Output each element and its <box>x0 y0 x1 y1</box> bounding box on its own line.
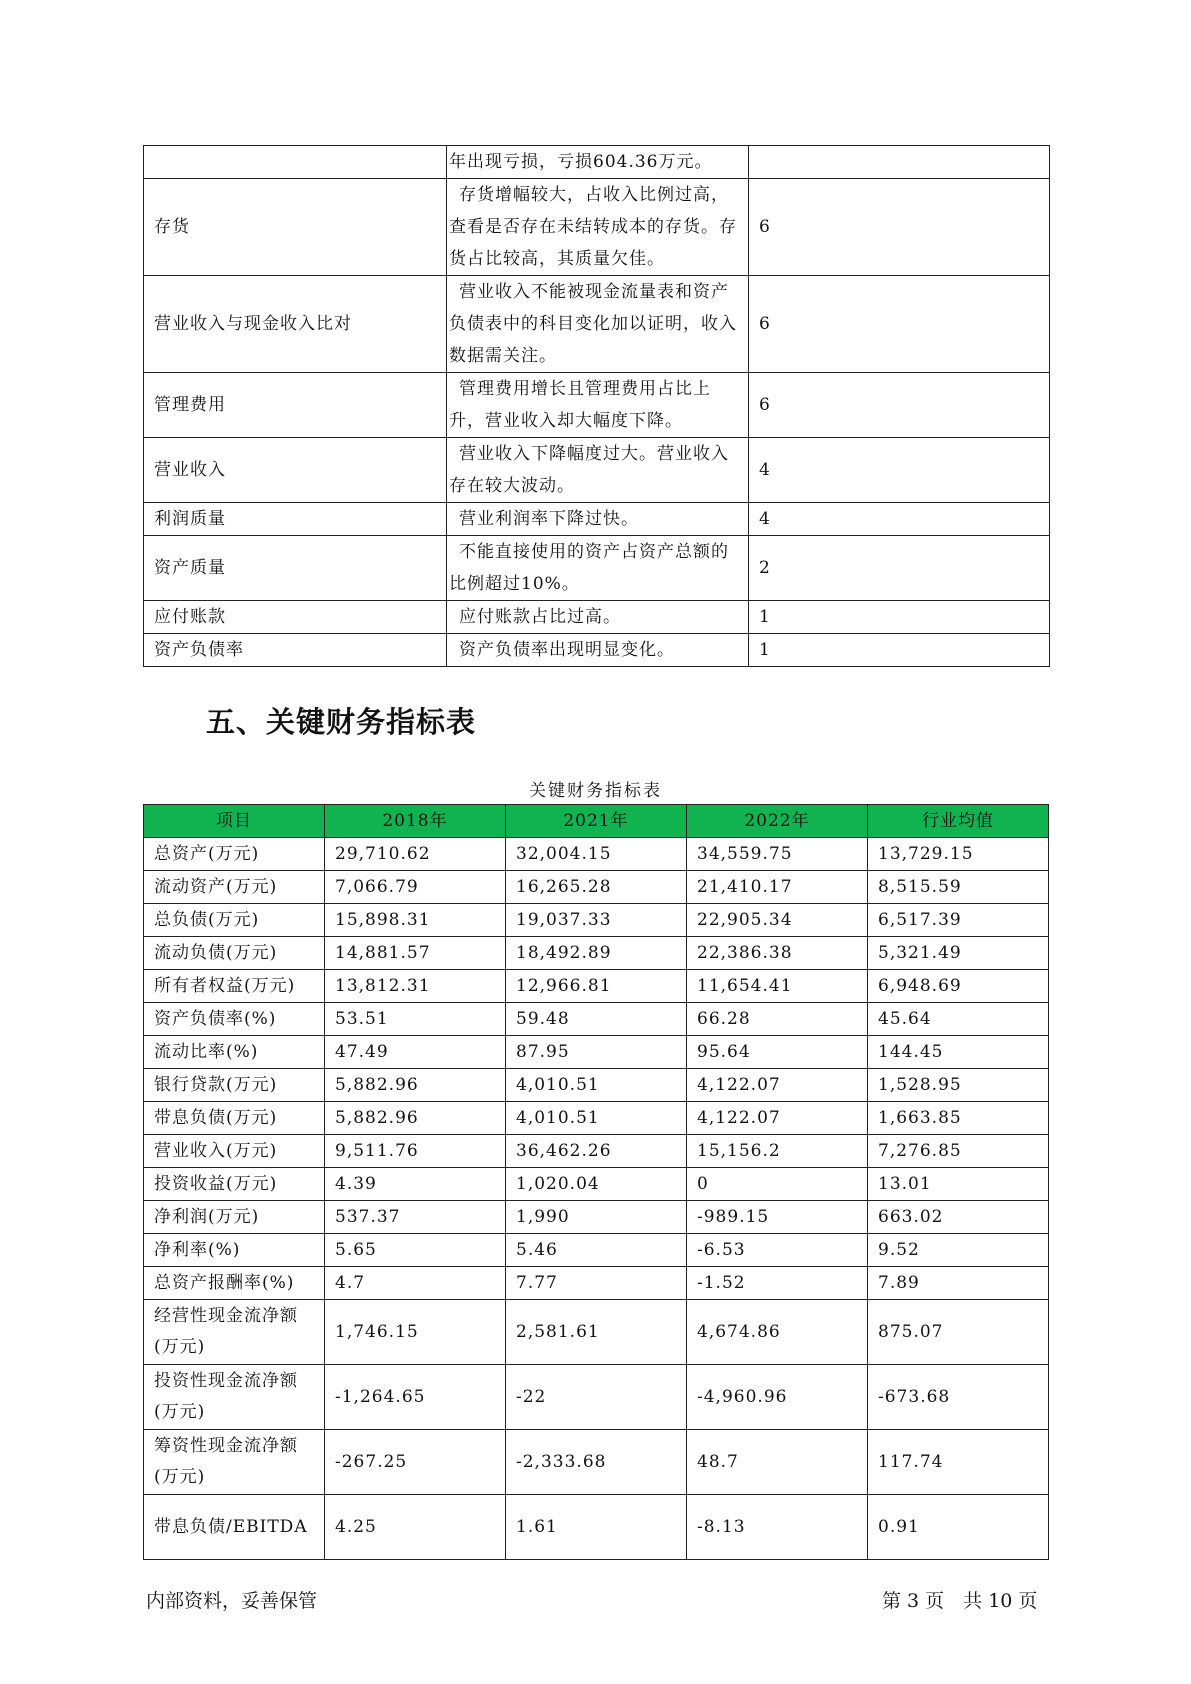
risk-item: 营业收入与现金收入比对 <box>144 276 447 373</box>
indicator-value: 13,812.31 <box>325 970 506 1003</box>
indicator-name: 营业收入(万元) <box>144 1135 325 1168</box>
table-row <box>144 1003 1049 1036</box>
indicator-value: 1,020.04 <box>506 1168 687 1201</box>
indicator-value: 5.46 <box>506 1234 687 1267</box>
risk-description: 营业收入下降幅度过大。营业收入存在较大波动。 <box>447 438 749 503</box>
table-row <box>144 970 1049 1003</box>
indicator-value: 22,386.38 <box>687 937 868 970</box>
indicator-value: 87.95 <box>506 1036 687 1069</box>
table-row <box>144 1234 1049 1267</box>
table-row <box>144 1430 1049 1495</box>
indicator-value: 117.74 <box>868 1430 1049 1495</box>
indicator-value: -673.68 <box>868 1365 1049 1430</box>
indicator-value: 47.49 <box>325 1036 506 1069</box>
indicator-value: 32,004.15 <box>506 838 687 871</box>
indicator-name: 经营性现金流净额(万元) <box>144 1300 325 1365</box>
indicator-value: 13.01 <box>868 1168 1049 1201</box>
table-row <box>144 904 1049 937</box>
risk-score: 4 <box>749 438 1050 503</box>
table-header-row <box>144 805 1049 838</box>
indicator-value: 1,663.85 <box>868 1102 1049 1135</box>
indicator-value: 4,010.51 <box>506 1102 687 1135</box>
indicator-name: 总资产报酬率(%) <box>144 1267 325 1300</box>
indicator-value: 9.52 <box>868 1234 1049 1267</box>
risk-item: 应付账款 <box>144 601 447 634</box>
indicator-value: 6,517.39 <box>868 904 1049 937</box>
header-2021: 2021年 <box>506 805 687 838</box>
risk-score: 1 <box>749 634 1050 667</box>
table-row <box>144 871 1049 904</box>
indicator-name: 投资收益(万元) <box>144 1168 325 1201</box>
indicator-name: 资产负债率(%) <box>144 1003 325 1036</box>
indicator-name: 带息负债(万元) <box>144 1102 325 1135</box>
indicator-value: -2,333.68 <box>506 1430 687 1495</box>
indicator-value: 4,010.51 <box>506 1069 687 1102</box>
indicator-value: 11,654.41 <box>687 970 868 1003</box>
indicator-value: 9,511.76 <box>325 1135 506 1168</box>
indicator-value: 1,746.15 <box>325 1300 506 1365</box>
indicator-value: 7.89 <box>868 1267 1049 1300</box>
header-2022: 2022年 <box>687 805 868 838</box>
indicator-name: 净利润(万元) <box>144 1201 325 1234</box>
indicator-value: -22 <box>506 1365 687 1430</box>
table-row <box>144 1201 1049 1234</box>
indicator-value: 5,882.96 <box>325 1069 506 1102</box>
indicator-value: 13,729.15 <box>868 838 1049 871</box>
indicator-value: 7.77 <box>506 1267 687 1300</box>
indicator-value: 144.45 <box>868 1036 1049 1069</box>
indicator-name: 投资性现金流净额(万元) <box>144 1365 325 1430</box>
indicator-value: 15,156.2 <box>687 1135 868 1168</box>
table-row <box>144 838 1049 871</box>
indicator-value: 5.65 <box>325 1234 506 1267</box>
indicator-value: 6,948.69 <box>868 970 1049 1003</box>
footer-confidential-note: 内部资料，妥善保管 <box>146 1590 318 1612</box>
header-industry-average: 行业均值 <box>868 805 1049 838</box>
risk-item: 资产质量 <box>144 536 447 601</box>
table-row <box>144 373 1050 438</box>
indicator-value: 15,898.31 <box>325 904 506 937</box>
table-row <box>144 276 1050 373</box>
table-row <box>144 1069 1049 1102</box>
table-row <box>144 1102 1049 1135</box>
table-row <box>144 1168 1049 1201</box>
indicator-value: 2,581.61 <box>506 1300 687 1365</box>
indicator-value: 22,905.34 <box>687 904 868 937</box>
indicator-value: 8,515.59 <box>868 871 1049 904</box>
indicator-value: 0 <box>687 1168 868 1201</box>
risk-description: 年出现亏损，亏损604.36万元。 <box>447 146 749 179</box>
risk-item: 管理费用 <box>144 373 447 438</box>
indicator-value: 663.02 <box>868 1201 1049 1234</box>
table-row <box>144 438 1050 503</box>
indicator-value: 4.25 <box>325 1495 506 1560</box>
indicator-value: -989.15 <box>687 1201 868 1234</box>
table-row <box>144 601 1050 634</box>
table-row <box>144 1267 1049 1300</box>
indicator-name: 所有者权益(万元) <box>144 970 325 1003</box>
indicator-value: 19,037.33 <box>506 904 687 937</box>
indicator-value: 18,492.89 <box>506 937 687 970</box>
indicator-value: -1.52 <box>687 1267 868 1300</box>
risk-description: 营业收入不能被现金流量表和资产负债表中的科目变化加以证明，收入数据需关注。 <box>447 276 749 373</box>
indicator-value: 1.61 <box>506 1495 687 1560</box>
header-2018: 2018年 <box>325 805 506 838</box>
indicator-value: 7,276.85 <box>868 1135 1049 1168</box>
key-financial-indicators-table <box>143 804 1049 1560</box>
risk-description: 营业利润率下降过快。 <box>447 503 749 536</box>
table-row <box>144 536 1050 601</box>
risk-score: 6 <box>749 179 1050 276</box>
indicator-value: -6.53 <box>687 1234 868 1267</box>
indicator-name: 带息负债/EBITDA <box>144 1495 325 1560</box>
indicator-value: 0.91 <box>868 1495 1049 1560</box>
table-row <box>144 146 1050 179</box>
indicator-value: 14,881.57 <box>325 937 506 970</box>
risk-score <box>749 146 1050 179</box>
risk-item: 利润质量 <box>144 503 447 536</box>
indicator-value: -267.25 <box>325 1430 506 1495</box>
table-row <box>144 634 1050 667</box>
indicator-value: -8.13 <box>687 1495 868 1560</box>
table-row <box>144 503 1050 536</box>
indicator-name: 银行贷款(万元) <box>144 1069 325 1102</box>
risk-item: 营业收入 <box>144 438 447 503</box>
indicator-value: -4,960.96 <box>687 1365 868 1430</box>
risk-score: 1 <box>749 601 1050 634</box>
indicator-value: 21,410.17 <box>687 871 868 904</box>
fin-table-body <box>144 838 1049 1560</box>
indicator-value: 875.07 <box>868 1300 1049 1365</box>
table-caption: 关键财务指标表 <box>529 781 662 801</box>
indicator-value: 5,882.96 <box>325 1102 506 1135</box>
indicator-value: 7,066.79 <box>325 871 506 904</box>
risk-score: 4 <box>749 503 1050 536</box>
risk-score: 6 <box>749 276 1050 373</box>
indicator-name: 净利率(%) <box>144 1234 325 1267</box>
indicator-value: 4.39 <box>325 1168 506 1201</box>
risk-item: 存货 <box>144 179 447 276</box>
table-row <box>144 1300 1049 1365</box>
indicator-name: 筹资性现金流净额(万元) <box>144 1430 325 1495</box>
risk-description: 管理费用增长且管理费用占比上升，营业收入却大幅度下降。 <box>447 373 749 438</box>
indicator-name: 总资产(万元) <box>144 838 325 871</box>
risk-item: 资产负债率 <box>144 634 447 667</box>
indicator-value: 48.7 <box>687 1430 868 1495</box>
risk-score: 6 <box>749 373 1050 438</box>
indicator-value: 95.64 <box>687 1036 868 1069</box>
header-item: 项目 <box>144 805 325 838</box>
indicator-value: 4,122.07 <box>687 1102 868 1135</box>
table-row <box>144 1135 1049 1168</box>
indicator-value: 16,265.28 <box>506 871 687 904</box>
section-title: 五、关键财务指标表 <box>206 705 477 739</box>
indicator-name: 流动比率(%) <box>144 1036 325 1069</box>
risk-score: 2 <box>749 536 1050 601</box>
table-row <box>144 937 1049 970</box>
indicator-value: 53.51 <box>325 1003 506 1036</box>
indicator-value: 5,321.49 <box>868 937 1049 970</box>
indicator-name: 总负债(万元) <box>144 904 325 937</box>
risk-description: 不能直接使用的资产占资产总额的比例超过10%。 <box>447 536 749 601</box>
risk-description: 资产负债率出现明显变化。 <box>447 634 749 667</box>
indicator-value: 12,966.81 <box>506 970 687 1003</box>
table-row <box>144 1365 1049 1430</box>
table-row <box>144 1036 1049 1069</box>
risk-description: 存货增幅较大，占收入比例过高，查看是否存在未结转成本的存货。存货占比较高，其质量欠佳。 <box>447 179 749 276</box>
indicator-value: 4,122.07 <box>687 1069 868 1102</box>
indicator-value: 4.7 <box>325 1267 506 1300</box>
footer-page-number: 第 3 页 共 10 页 <box>882 1590 1038 1612</box>
indicator-value: 66.28 <box>687 1003 868 1036</box>
indicator-value: 1,990 <box>506 1201 687 1234</box>
indicator-value: 1,528.95 <box>868 1069 1049 1102</box>
indicator-value: 4,674.86 <box>687 1300 868 1365</box>
indicator-value: 29,710.62 <box>325 838 506 871</box>
risk-description: 应付账款占比过高。 <box>447 601 749 634</box>
indicator-value: 45.64 <box>868 1003 1049 1036</box>
indicator-name: 流动负债(万元) <box>144 937 325 970</box>
indicator-value: 59.48 <box>506 1003 687 1036</box>
table-row <box>144 1495 1049 1560</box>
table-row <box>144 179 1050 276</box>
indicator-value: 34,559.75 <box>687 838 868 871</box>
indicator-name: 流动资产(万元) <box>144 871 325 904</box>
indicator-value: 537.37 <box>325 1201 506 1234</box>
risk-score-table <box>143 145 1050 667</box>
indicator-value: -1,264.65 <box>325 1365 506 1430</box>
indicator-value: 36,462.26 <box>506 1135 687 1168</box>
risk-item <box>144 146 447 179</box>
